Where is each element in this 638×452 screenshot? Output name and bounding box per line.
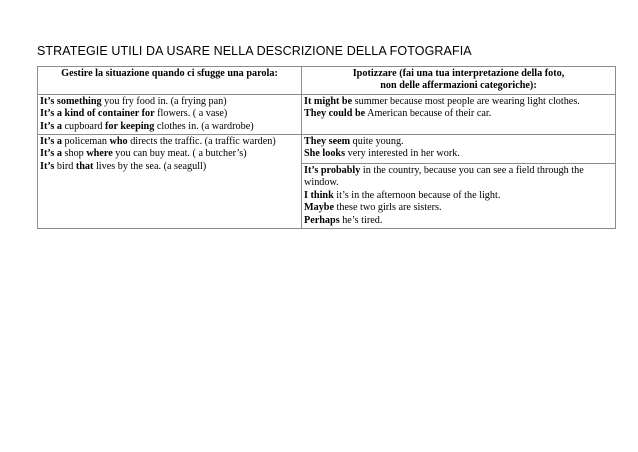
left-cell-1: [38, 94, 302, 134]
table-row: [38, 94, 616, 134]
example-line: They could be American because of their car.: [304, 108, 492, 120]
header-left-text: Gestire la situazione quando ci sfugge una parola:: [61, 68, 278, 79]
example-line: It’s a shop where you can buy meat. ( a butcher’s): [40, 148, 247, 160]
example-line: It’s something you fry food in. (a frying pan): [40, 95, 227, 107]
example-line: I think it’s in the afternoon because of the light.: [304, 189, 501, 201]
right-cell-3: [302, 164, 616, 229]
example-line: It’s probably in the country, because you can see a field through the window.: [304, 165, 584, 189]
example-line: It’s a policeman who directs the traffic. (a traffic warden): [40, 136, 276, 148]
example-line: They seem quite young.: [304, 136, 404, 148]
document-title: STRATEGIE UTILI DA USARE NELLA DESCRIZIONE DELLA FOTOGRAFIA: [37, 44, 472, 58]
example-line: Perhaps he’s tired.: [304, 214, 383, 226]
header-right: [302, 67, 616, 95]
right-cell-2: [302, 135, 616, 164]
right-cell-1: [302, 94, 616, 134]
header-left: [38, 67, 302, 95]
strategies-table: [37, 66, 616, 229]
example-line: It’s a kind of container for flowers. ( a vase): [40, 108, 228, 120]
example-line: It’s a cupboard for keeping clothes in. (a wardrobe): [40, 120, 254, 132]
left-cell-2: [38, 135, 302, 229]
table-header-row: [38, 67, 616, 95]
header-right-line2: non delle affermazioni categoriche):: [380, 80, 537, 92]
example-line: She looks very interested in her work.: [304, 148, 460, 160]
header-right-line1: Ipotizzare (fai una tua interpretazione della foto,: [352, 68, 565, 79]
example-line: Maybe these two girls are sisters.: [304, 202, 442, 214]
example-line: It might be summer because most people are wearing light clothes.: [304, 95, 580, 107]
example-line: It’s bird that lives by the sea. (a seagull): [40, 160, 207, 172]
table-row: [38, 135, 616, 164]
